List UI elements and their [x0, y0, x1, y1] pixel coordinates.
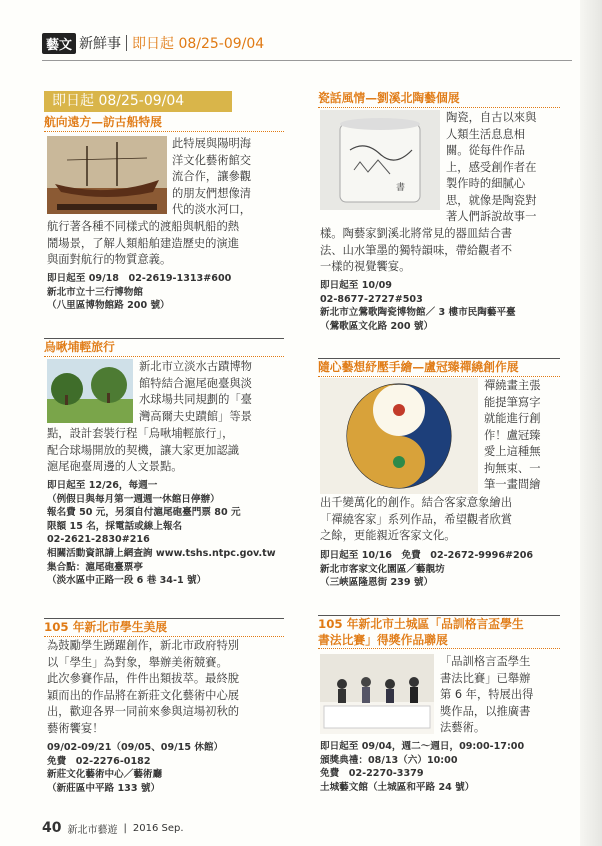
section-title: 烏啾埔輕旅行 [44, 339, 284, 357]
body-line: 陶瓷，自古以來與 [446, 111, 537, 124]
info-line: 新北市立十三行博物館 [47, 286, 143, 298]
info-line: （新莊區中平路 133 號） [47, 782, 161, 794]
section-ceramics [318, 90, 560, 108]
section-title-line: 105 年新北市土城區「品訓格言盃學生 [318, 617, 524, 631]
info-line: 新北市立鶯歌陶瓷博物館／ 3 樓市民陶藝平臺 [320, 307, 516, 319]
calligraphy-exhibit-image [320, 654, 434, 734]
body-line: 思，就像是陶瓷對 [446, 193, 537, 207]
body-line: 館特結合滬尾砲臺與淡 [139, 376, 252, 390]
header-rule [42, 60, 572, 61]
info-line: 02-2621-2830#216 [47, 534, 150, 546]
body-line: 樣。陶藝家劉溪北將常見的器皿結合書 [320, 227, 513, 240]
body-line: 出千變萬化的創作。結合客家意象繪出 [320, 496, 513, 509]
info-line: （例假日與每月第一週週一休館日停辦） [47, 493, 220, 505]
page-edge [580, 0, 602, 846]
body-line: 水球場共同規劃的「臺 [139, 393, 252, 406]
info-line: 即日起至 09/04，週二～週日，09:00-17:00 [320, 741, 525, 752]
body-line: 著人們訴說故事一 [446, 210, 537, 223]
issue-date: 2016 Sep. [132, 822, 184, 834]
body-line: 就能進行創 [484, 412, 541, 425]
body-line: 以「學生」為對象，舉辦美術競賽。 [47, 655, 228, 669]
info-line: 免費 02-2276-0182 [47, 755, 151, 767]
publication-name: 新北市藝遊 [67, 824, 118, 836]
body-line: 作！盧冠臻 [484, 428, 541, 442]
section-zentangle [318, 358, 560, 377]
svg-text:書: 書 [396, 183, 406, 193]
body-line: 藝術饗宴！ [47, 721, 104, 735]
body-line: 點，設計套裝行程「烏啾埔輕旅行」， [47, 427, 234, 440]
body-line: 為鼓勵學生踴躍創作，新北市政府特別 [47, 639, 240, 652]
body-line: 關。從每件作品 [446, 144, 526, 157]
footer-separator: | [123, 822, 127, 834]
info-line: 免費 02-2270-3379 [320, 768, 424, 780]
info-line: 限額 15 名，採電話或線上報名 [47, 520, 183, 532]
body-line: 「禪繞客家」系列作品，希望觀者欣賞 [320, 512, 513, 526]
info-line: 即日起至 10/09 [320, 280, 392, 291]
section-wuqiupu-trip [44, 338, 284, 357]
body-line: 之餘，更能親近客家文化。 [320, 529, 456, 542]
body-line: 穎而出的作品將在新莊文化藝術中心展 [47, 688, 240, 702]
body-line: 人類生活息息相 [446, 127, 526, 141]
body-line: 獎作品，以推廣書 [440, 704, 531, 718]
body-line: 洋文化藝術館交 [172, 153, 252, 167]
info-line: 即日起至 12/26，每週一 [47, 480, 158, 491]
info-line: 即日起至 09/18 02-2619-1313#600 [47, 273, 232, 284]
section-title: 瓷話風情—劉溪北陶藝個展 [318, 90, 560, 108]
header-separator [126, 35, 127, 51]
body-line: 愛上這種無 [484, 445, 541, 458]
body-line: 能提筆寫字 [484, 395, 541, 409]
body-line: 法藝術。 [440, 721, 486, 734]
body-line: 第 6 年，特展出得 [440, 688, 534, 701]
info-line: （三峽區隆恩街 239 號） [320, 577, 434, 589]
body-line: 與面對航行的物質意義。 [47, 253, 172, 266]
body-line: 鬧場景，了解人類船舶建造歷史的演進 [47, 236, 240, 250]
body-line: 的朋友們想像清 [172, 186, 252, 200]
section-title: 隨心藝想紓壓手繪—盧冠臻禪繞創作展 [318, 359, 560, 377]
info-line: 報名費 50 元，另須自付滬尾砲臺門票 80 元 [47, 507, 241, 519]
info-line: 新北市客家文化園區／藝靚坊 [320, 563, 445, 575]
header-date: 即日起 08/25-09/04 [132, 36, 265, 52]
info-line: 02-8677-2727#503 [320, 293, 423, 305]
body-line: 此次參賽作品，件件出類拔萃。最終脫 [47, 672, 240, 685]
info-line: 新莊文化藝術中心／藝術廳 [47, 769, 163, 781]
body-line: 配合球場開放的契機，讓大家更加認識 [47, 443, 240, 457]
body-line: 拘無束、一 [484, 461, 541, 475]
info-line: 土城藝文館（土城區和平路 24 號） [320, 781, 475, 793]
body-line: 流合作，讓參觀 [172, 170, 252, 183]
info-line: 09/02-09/21（09/05、09/15 休館） [47, 742, 224, 753]
body-line: 書法比賽」已舉辦 [440, 671, 531, 685]
body-line: 一樣的視覺饗宴。 [320, 260, 411, 273]
page-number: 40 [42, 820, 62, 836]
page-footer [42, 820, 184, 836]
info-line: （八里區博物館路 200 號） [47, 300, 170, 312]
page-header [42, 32, 264, 54]
body-line: 滬尾砲臺周邊的人文景點。 [47, 460, 183, 473]
golf-course-image [47, 359, 133, 423]
date-banner: 即日起 08/25-09/04 [44, 91, 232, 112]
info-line: （淡水區中正路一段 6 巷 34-1 號） [47, 575, 207, 587]
body-line: 製作時的細膩心 [446, 177, 526, 190]
body-line: 航行著各種不同樣式的渡船與帆船的熱 [47, 220, 240, 233]
body-line: 「品訓格言盃學生 [440, 655, 531, 668]
body-line: 筆一畫間繪 [484, 478, 541, 491]
section-title-line: 書法比賽」得獎作品聯展 [318, 633, 448, 647]
zentangle-art-image [320, 378, 478, 494]
info-line: 頒獎典禮：08/13（六）10:00 [320, 754, 458, 766]
section-student-art [44, 618, 284, 637]
body-line: 出，歡迎各界一同前來參與這場初秋的 [47, 705, 240, 718]
body-line: 代的淡水河口， [172, 203, 252, 216]
info-line: （鶯歌區文化路 200 號） [320, 320, 434, 332]
section-title: 105 年新北市學生美展 [44, 619, 284, 637]
section-title: 航向遠方—訪古船特展 [44, 114, 284, 132]
info-line: 即日起至 10/16 免費 02-2672-9996#206 [320, 550, 534, 561]
body-line: 法、山水筆墨的獨特韻味，帶給觀者不 [320, 243, 513, 257]
section-title [318, 616, 560, 649]
ship-model-image [47, 136, 167, 214]
body-line: 上，感受創作者在 [446, 160, 537, 174]
header-tag: 藝文 [42, 33, 76, 54]
body-line: 此特展與陽明海 [172, 137, 252, 150]
section-ancient-ship [44, 114, 284, 132]
body-line: 灣高爾夫史蹟館」等景 [139, 409, 252, 423]
header-word: 新鮮事 [79, 36, 122, 52]
section-calligraphy [318, 615, 560, 649]
ceramic-vase-image [320, 110, 440, 210]
info-line: 相關活動資訊請上網查詢 www.tshs.ntpc.gov.tw [47, 547, 276, 559]
info-line: 集合點：滬尾砲臺票亭 [47, 561, 143, 573]
body-line: 新北市立淡水古蹟博物 [139, 360, 252, 373]
body-line: 禪繞畫主張 [484, 379, 541, 392]
